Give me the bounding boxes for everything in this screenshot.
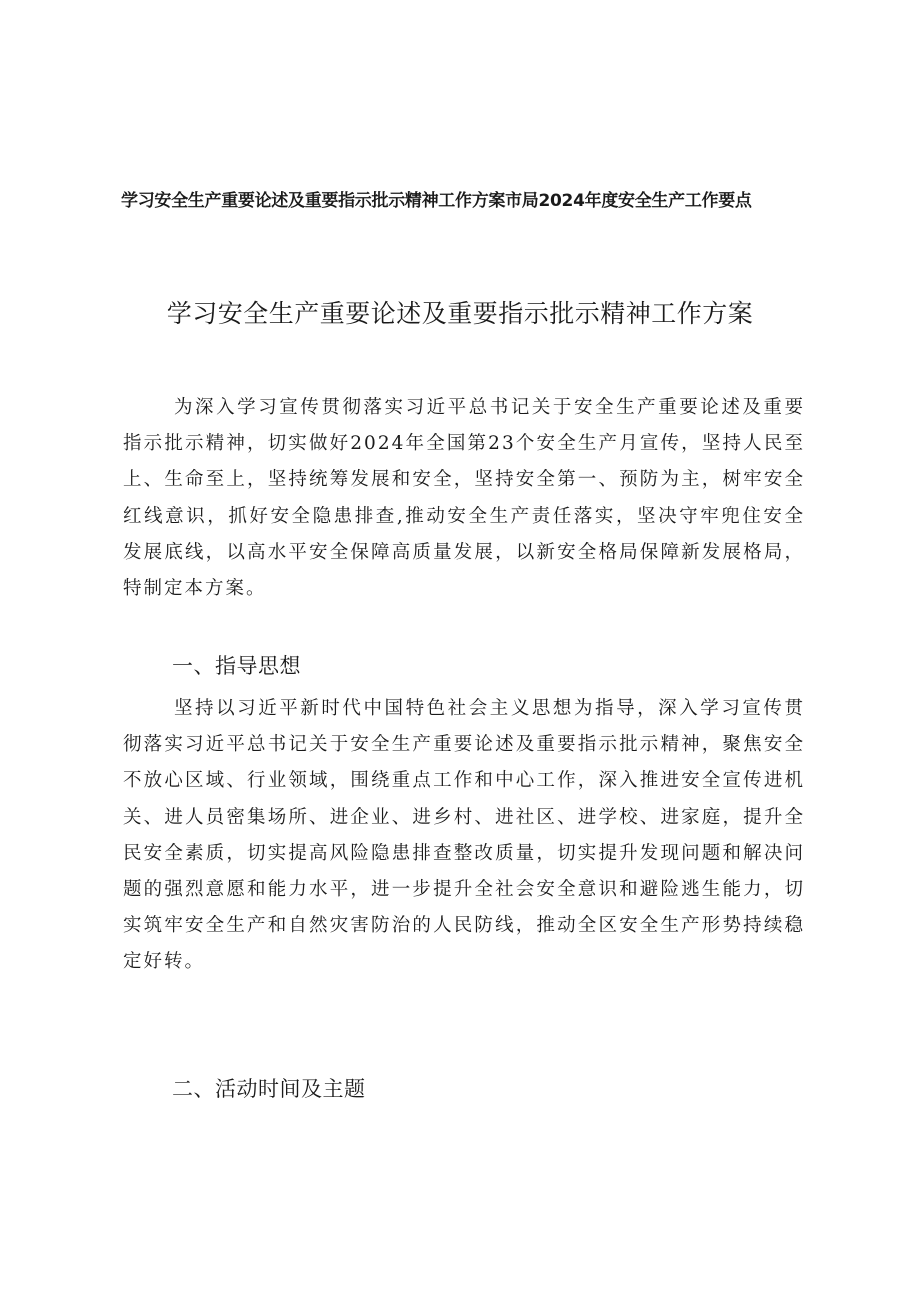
document-title: 学习安全生产重要论述及重要指示批示精神工作方案 <box>166 299 754 328</box>
intro-paragraph: 为深入学习宣传贯彻落实习近平总书记关于安全生产重要论述及重要指示批示精神，切实做好2024年全国第23个安全生产月宣传，坚持人民至上、生命至上，坚持统筹发展和安全，坚持安全第一、预防为主，树牢安全红线意识，抓好安全隐患排查,推动安全生产责任落实，坚决守牢兜住安全发展底线，以高水平安全保障高质量发展，以新安全格局保障新发展格局，特制定本方案。 <box>123 397 805 600</box>
section-heading-guiding-ideology: 一、指导思想 <box>172 654 301 678</box>
document-header: 学习安全生产重要论述及重要指示批示精神工作方案市局2024年度安全生产工作要点 <box>121 191 752 211</box>
section-paragraph-guiding-ideology: 坚持以习近平新时代中国特色社会主义思想为指导，深入学习宣传贯彻落实习近平总书记关于安全生产重要论述及重要指示批示精神，聚焦安全不放心区域、行业领域，围绕重点工作和中心工作，深入推进安全宣传进机关、进人员密集场所、进企业、进乡村、进社区、进学校、进家庭，提升全民安全素质，切实提高风险隐患排查整改质量，切实提升发现问题和解决问题的强烈意愿和能力水平，进一步提升全社会安全意识和避险逃生能力，切实筑牢安全生产和自然灾害防治的人民防线，推动全区安全生产形势持续稳定好转。 <box>123 698 805 973</box>
section-heading-activity-time-theme: 二、活动时间及主题 <box>172 1077 366 1101</box>
